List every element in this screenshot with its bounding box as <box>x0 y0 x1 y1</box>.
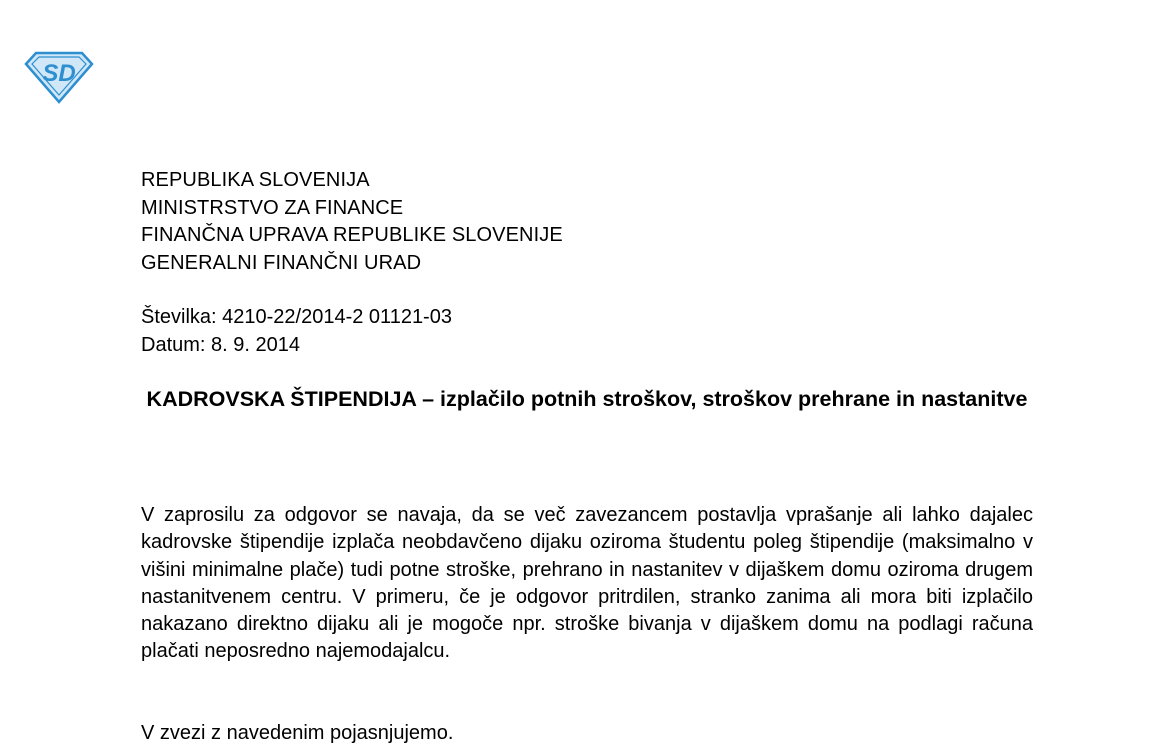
header-line-republic: REPUBLIKA SLOVENIJA <box>141 169 370 191</box>
sd-logo-icon <box>22 50 96 104</box>
body-paragraph: V zaprosilu za odgovor se navaja, da se več zavezancem postavlja vprašanje ali lahko dajalec kadrovske štipendije izplača neobdavčeno dijaku oziroma študentu poleg štipendije (maksimalno v višini minimalne plače) tudi potne stroške, prehrano in nastanitev v dijaškem domu oziroma drugem nastanitvenem centru. V primeru, če je odgovor pritrdilen, stranko zanima ali mora biti izplačilo nakazano direktno dijaku ali je mogoče npr. stroške bivanja v dijaškem domu na podlagi računa plačati neposredno najemodajalcu. <box>141 504 1033 663</box>
document-meta <box>141 304 452 359</box>
institution-header <box>141 167 563 277</box>
header-line-office: GENERALNI FINANČNI URAD <box>141 251 422 274</box>
document-number: Številka: 4210-22/2014-2 01121-03 <box>141 306 452 328</box>
document-date: Datum: 8. 9. 2014 <box>141 333 300 356</box>
document-title: KADROVSKA ŠTIPENDIJA – izplačilo potnih stroškov, stroškov prehrane in nastanitve <box>146 387 1028 411</box>
logo-text: SD <box>42 60 76 87</box>
body-paragraph-2: V zvezi z navedenim pojasnjujemo. <box>141 722 454 744</box>
header-line-ministry: MINISTRSTVO ZA FINANCE <box>141 196 404 219</box>
header-line-authority: FINANČNA UPRAVA REPUBLIKE SLOVENIJE <box>141 224 563 246</box>
